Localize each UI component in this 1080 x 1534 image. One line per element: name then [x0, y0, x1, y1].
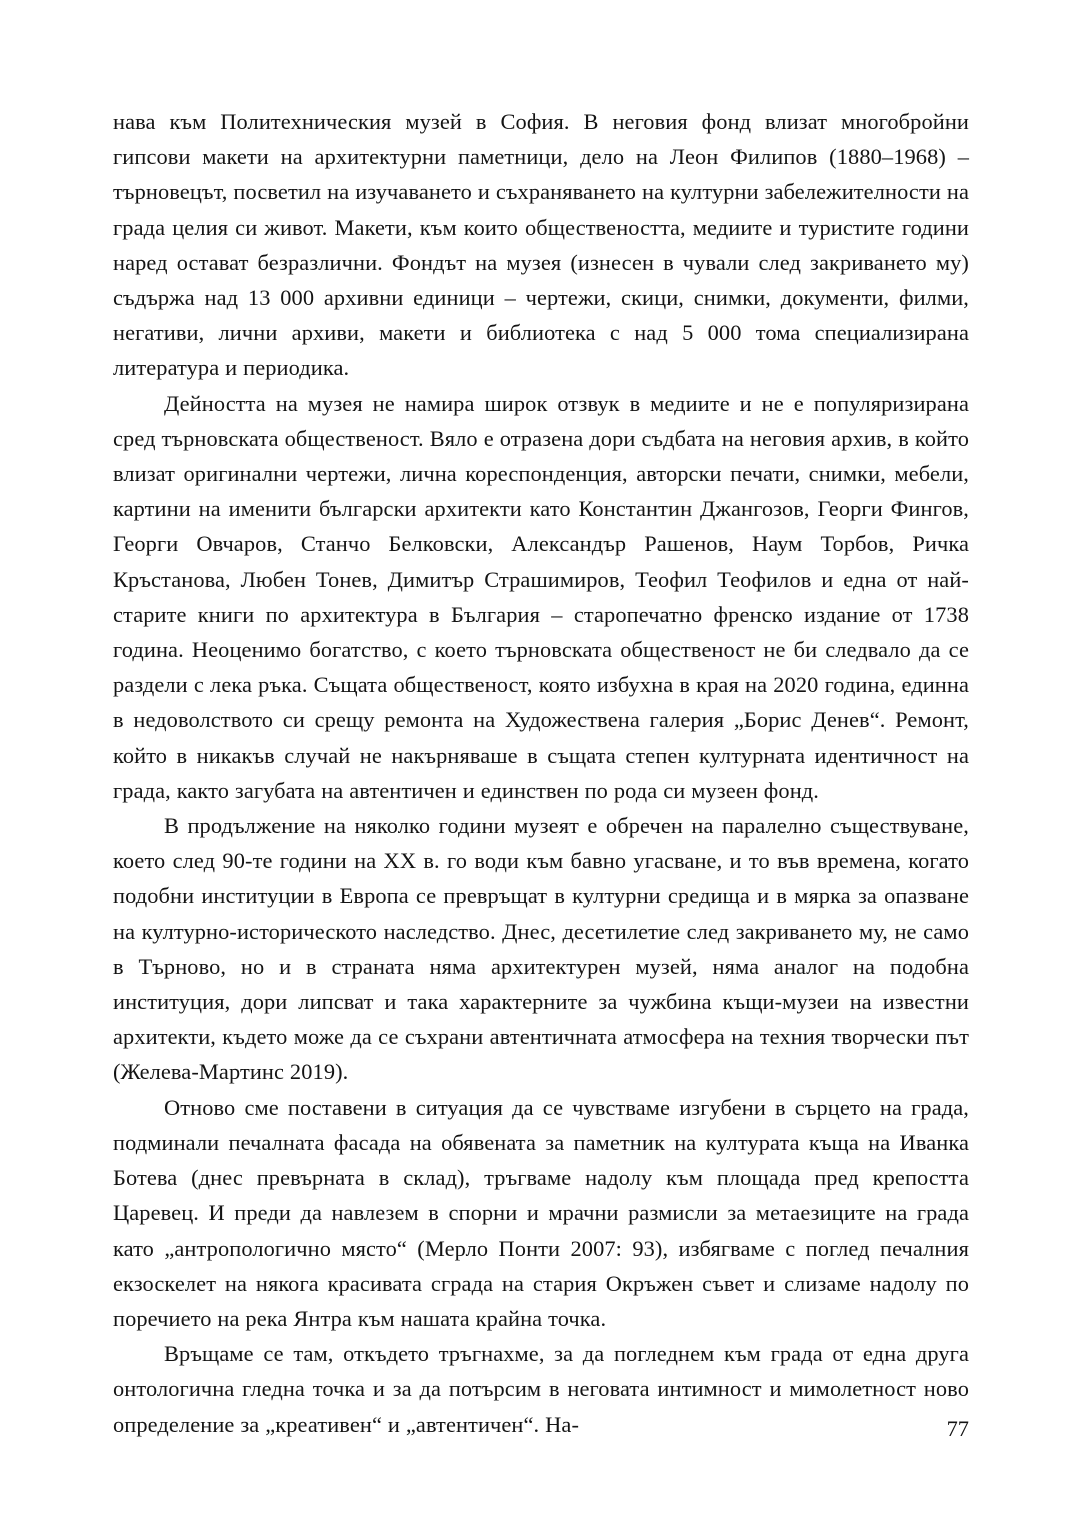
page-number: 77 — [946, 1416, 969, 1441]
paragraph: В продължение на няколко години музеят е обречен на паралелно съществуване, което след 90-те години на ХХ в. го води към бавно угасване, и то във времена, когато подобни институции в Европа се превръщат в културни средища и в мярка за опазване на културно-историческото наследство. Днес, десетилетие след закриването му, не само в Търново, но и в страната няма архитектурен музей, няма аналог на подобна институция, дори липсват и така характерните за чужбина къщи-музеи на известни архитекти, където може да се съхрани автентичната атмосфера на техния творчески път (Желева-Мартинс 2019). — [113, 813, 969, 1085]
paragraph: Отново сме поставени в ситуация да се чувстваме изгубени в сърцето на града, подминали печалната фасада на обявената за паметник на културата къща на Иванка Ботева (днес превърната в склад), тръгваме надолу към площада пред крепостта Царевец. И преди да навлезем в спорни и мрачни размисли за метаезиците на града като „антропологично място“ (Мерло Понти 2007: 93), избягваме с поглед печалния екзоскелет на някога красивата сграда на стария Окръжен съвет и слизаме надолу по поречието на река Янтра към нашата крайна точка. — [113, 1094, 969, 1331]
body-text-column — [113, 104, 969, 1442]
paragraph: Дейността на музея не намира широк отзвук в медиите и не е популяризирана сред търновската общественост. Вяло е отразена дори съдбата на неговия архив, в който влизат оригинални чертежи, лична кореспонденция, авторски печати, снимки, мебели, картини на именити български архитекти като Константин Джангозов, Георги Фингов, Георги Овчаров, Станчо Белковски, Александър Рашенов, Наум Торбов, Ричка Кръстанова, Любен Тонев, Димитър Страшимиров, Теофил Теофилов и една от най-старите книги по архитектура в България – старопечатно френско издание от 1738 година. Неоценимо богатство, с което търновската общественост не би следвало да се раздели с лека ръка. Същата общественост, която избухна в края на 2020 година, единна в недоволството си срещу ремонта на Художествена галерия „Борис Денев“. Ремонт, който в никакъв случай не накърняваше в същата степен културната идентичност на града, както загубата на автентичен и единствен по рода си музеен фонд. — [113, 390, 969, 803]
paragraph: нава към Политехническия музей в София. В неговия фонд влизат многобройни гипсови макети на архитектурни паметници, дело на Леон Филипов (1880–1968) – търновецът, посветил на изучаването и съхраняването на културни забележителности на града целия си живот. Макети, към които общественосттa, медиите и туристите години наред остават безразлични. Фондът на музея (изнесен в чували след закриването му) съдържа над 13 000 архивни единици – чертежи, скици, снимки, документи, филми, негативи, лични архиви, макети и библиотека с над 5 000 тома специализирана литература и периодика. — [113, 109, 969, 381]
paragraph: Връщаме се там, откъдето тръгнахме, за да погледнем към града от една друга онтологична гледна точка и за да потърсим в неговата интимност и мимолетност ново определение за „креативен“ и „автентичен“. На- — [113, 1341, 969, 1437]
